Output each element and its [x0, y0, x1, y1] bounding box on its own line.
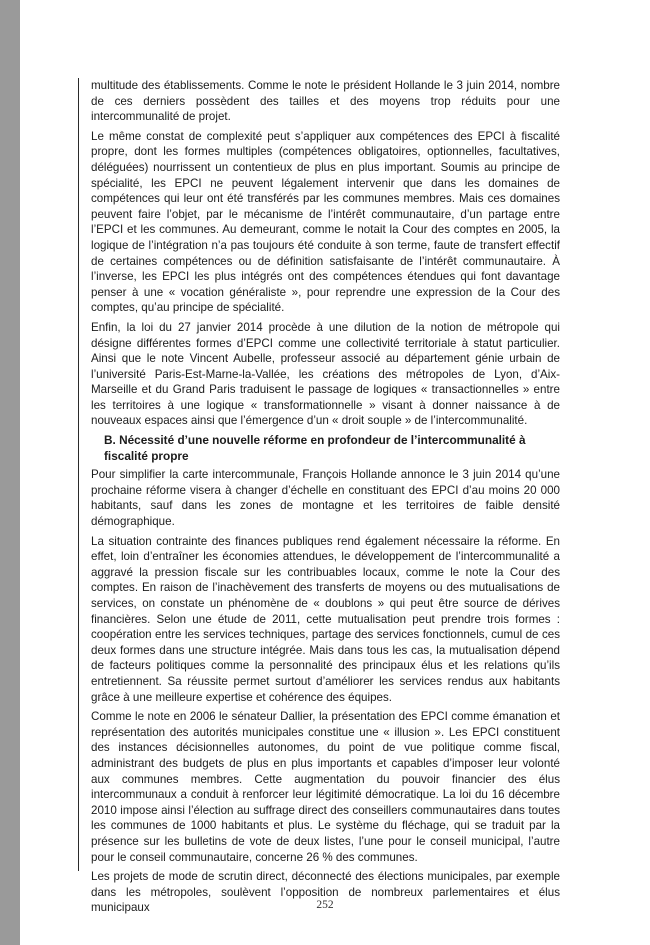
section-paragraph-2: La situation contrainte des finances publiques rend également nécessaire la réforme. En effet, loin d’entraîner les économies attendues, le développement de l’intercommunalité a aggravé la pression fiscale sur les contribuables locaux, comme le note la Cour des comptes. En raison de l’inachèvement des transferts de moyens ou des mutualisations de services, on constate un phénomène de « doublons » qui peut être source de dérives financières. Selon une étude de 2011, cette mutualisation peut prendre trois formes : coopération entre les services techniques, partage des services fonctionnels, cumul de ces deux formes dans une structure intégrée. Mais dans tous les cas, la mutualisation dépend de facteurs politiques comme la personnalité des principaux élus et les relations qu’ils entretiennent. Sa réussite permet surtout d’améliorer les services rendus aux habitants grâce à une meilleure expertise et cohérence des équipes.: [91, 534, 560, 704]
section-paragraph-3: Comme le note en 2006 le sénateur Dallier, la présentation des EPCI comme émanation et représentation des autorités municipales constitue une « illusion ». Les EPCI constituent des instances décisionnelles autonomes, du point de vue politique comme fiscal, administrant des budgets de plus en plus importants et capables d’imposer leur volonté aux communes membres. Cette augmentation du pouvoir financier des élus intercommunaux a conduit à renforcer leur légitimité démocratique. La loi du 16 décembre 2010 impose ainsi l’élection au suffrage direct des conseillers communautaires dans toutes les communes de 1000 habitants et plus. Le système du fléchage, qui se traduit par la présence sur les bulletins de vote de deux listes, l’une pour le conseil municipal, l’autre pour le conseil communautaire, concerne 26 % des communes.: [91, 710, 560, 864]
page-body: [91, 78, 560, 920]
paragraph-3: Enfin, la loi du 27 janvier 2014 procède à une dilution de la notion de métropole qui désigne différentes formes d’EPCI comme une collectivité territoriale à statut particulier. Ainsi que le note Vincent Aubelle, professeur associé au département génie urbain de l’université Paris-Est-Marne-la-Vallée, les créations des métropoles de Lyon, d’Aix-Marseille et du Grand Paris traduisent le passage de logiques « transactionnelles » entre les territoires à une logique « transformationnelle » visant à donner naissance à de nouveaux espaces ainsi que l’émergence d’un « droit souple » de l’intercommunalité.: [91, 320, 560, 428]
section-paragraph-4: Les projets de mode de scrutin direct, déconnecté des élections municipales, par exemple dans les métropoles, soulèvent l’opposition de nombreux parlementaires et élus municipaux: [91, 870, 560, 915]
page-margin-bar: [0, 0, 20, 945]
paragraph-1: multitude des établissements. Comme le note le président Hollande le 3 juin 2014, nombre de ces derniers possèdent des tailles et des moyens trop réduits pour une intercommunalité de projet.: [91, 79, 560, 124]
page-number: 252: [316, 899, 334, 911]
section-heading: B. Nécessité d’une nouvelle réforme en profondeur de l’intercommunalité à fiscalité propre: [104, 433, 526, 463]
section-paragraph-1: Pour simplifier la carte intercommunale, François Hollande annonce le 3 juin 2014 qu’une prochaine réforme visera à changer d’échelle en constituant des EPCI d’au moins 20 000 habitants, sauf dans les zones de montagne et les territoires de faible densité démographique.: [91, 468, 560, 529]
left-margin-rule: [78, 78, 79, 871]
paragraph-2: Le même constat de complexité peut s’appliquer aux compétences des EPCI à fiscalité propre, dont les formes multiples (compétences obligatoires, optionnelles, facultatives, déléguées) nourrissent un contentieux de plus en plus important. Soumis au principe de spécialité, les EPCI ne peuvent légalement intervenir que dans les domaines de compétences qui leur ont été transférés par les communes membres. Mais ces domaines peuvent faire l’objet, par le mécanisme de l’intérêt communautaire, d’un partage entre l’EPCI et les communes. Au demeurant, comme le notait la Cour des comptes en 2005, la logique de l’intégration n’a pas toujours été conduite à son terme, faute de transfert effectif de certaines compétences ou de définition satisfaisante de l’intérêt communautaire. À l’inverse, les EPCI les plus intégrés ont des compétences étendues qui font davantage penser à une « vocation généraliste », pour reprendre une expression de la Cour des comptes, qu’au principe de spécialité.: [91, 129, 560, 315]
